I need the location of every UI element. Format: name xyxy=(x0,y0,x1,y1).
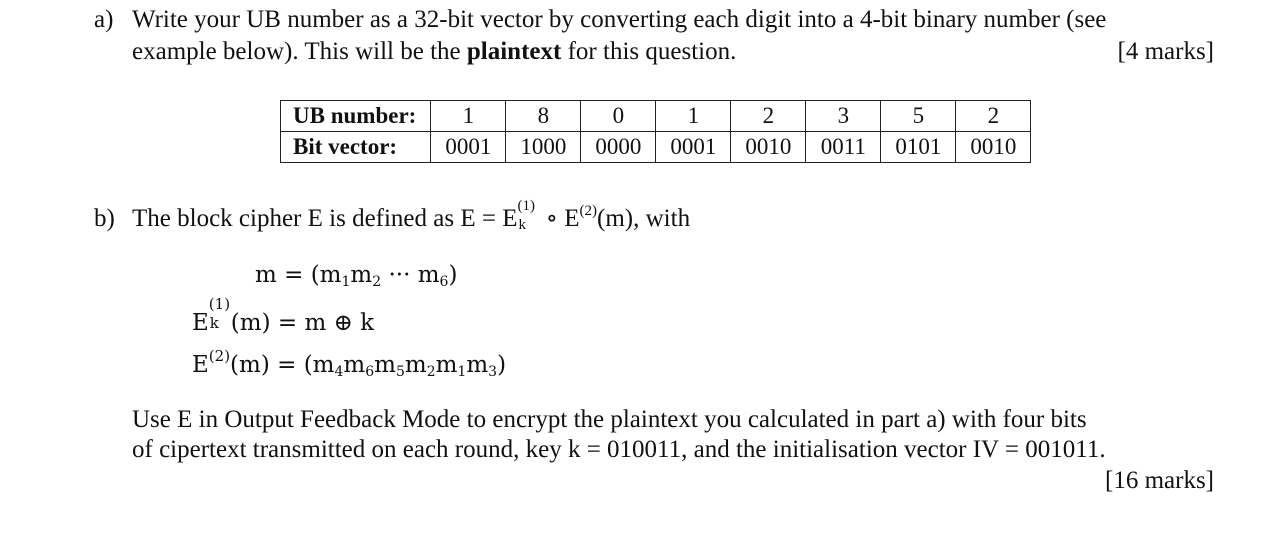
eq3-superscript: (2) xyxy=(208,347,231,365)
ub-digit: 3 xyxy=(806,101,881,132)
equation-e1 xyxy=(192,295,375,336)
eq3-sub: 5 xyxy=(395,364,405,380)
eq3-E: E xyxy=(192,352,209,378)
plaintext-word: plaintext xyxy=(466,38,562,65)
part-a-line-2 xyxy=(132,37,736,67)
part-a-marks: [4 marks] xyxy=(1117,38,1214,65)
equation-m xyxy=(255,262,457,290)
bit-cell: 1000 xyxy=(506,132,581,163)
part-b-body-line-1: Use E in Output Feedback Mode to encrypt the plaintext you calculated in part a) with four bits xyxy=(132,406,1087,433)
ub-digit: 2 xyxy=(731,101,806,132)
intro-text: The block cipher E is defined as E = E xyxy=(132,205,518,232)
e1-superscript: (1) xyxy=(517,198,535,214)
eq2-E: E xyxy=(192,310,209,336)
bit-vector-header: Bit vector: xyxy=(281,132,431,163)
eq2-superscript-subscript xyxy=(208,295,231,332)
eq2-superscript: (1) xyxy=(208,295,231,313)
eq1-sub: 1 xyxy=(341,274,351,290)
part-b-intro xyxy=(132,198,691,237)
part-a-line-2-pre: example below). This will be the xyxy=(132,38,467,65)
eq1-sub: 6 xyxy=(439,274,449,290)
table-row-bit-vector xyxy=(281,132,1031,163)
ub-digit: 5 xyxy=(881,101,956,132)
ub-digit: 2 xyxy=(956,101,1031,132)
part-b-body-line-2: of cipertext transmitted on each round, key k = 010011, and the initialisation vector IV = 001011. xyxy=(132,436,1106,463)
part-a-label: a) xyxy=(94,6,114,33)
eq3-close: ) xyxy=(497,352,507,378)
compose-operator: ∘ E xyxy=(539,205,580,232)
bit-cell: 0000 xyxy=(581,132,656,163)
part-a-line-1: Write your UB number as a 32-bit vector by converting each digit into a 4-bit binary number (see xyxy=(132,6,1107,33)
eq3-sub: 2 xyxy=(426,364,436,380)
e1-superscript-subscript xyxy=(517,198,540,233)
eq1-text: ) xyxy=(448,262,458,288)
eq1-text: m xyxy=(350,262,373,288)
eq3-rest: (m) = (m xyxy=(230,352,335,378)
eq1-text: m = (m xyxy=(255,262,342,288)
eq1-text: ··· m xyxy=(381,262,440,288)
table-row-ub-number xyxy=(281,101,1031,132)
eq3-sub: 1 xyxy=(457,364,467,380)
bit-cell: 0001 xyxy=(431,132,506,163)
ub-digit: 1 xyxy=(431,101,506,132)
ub-number-table xyxy=(280,100,1031,163)
eq2-rest: (m) = m ⊕ k xyxy=(230,310,375,336)
bit-cell: 0011 xyxy=(806,132,881,163)
ub-digit: 0 xyxy=(581,101,656,132)
e1-subscript: k xyxy=(518,217,526,233)
ub-digit: 1 xyxy=(656,101,731,132)
bit-cell: 0001 xyxy=(656,132,731,163)
e2-superscript: (2) xyxy=(579,203,598,219)
eq1-sub: 2 xyxy=(372,274,382,290)
ub-number-header: UB number: xyxy=(281,101,431,132)
eq2-subscript: k xyxy=(209,314,219,332)
ub-digit: 8 xyxy=(506,101,581,132)
part-a-line-2-post: for this question. xyxy=(561,38,737,65)
part-b-marks: [16 marks] xyxy=(1105,467,1214,494)
eq3-sub: 4 xyxy=(334,364,344,380)
eq3-sub: 6 xyxy=(365,364,375,380)
eq3-sub: 3 xyxy=(488,364,498,380)
intro-end: (m), with xyxy=(597,205,691,232)
bit-cell: 0010 xyxy=(731,132,806,163)
bit-cell: 0010 xyxy=(956,132,1031,163)
part-b-label: b) xyxy=(94,205,115,232)
bit-cell: 0101 xyxy=(881,132,956,163)
equation-e2: $E^{(2)}(m) = (m_4m_6m_5m_2m_1m_3)$ xyxy=(192,347,507,380)
